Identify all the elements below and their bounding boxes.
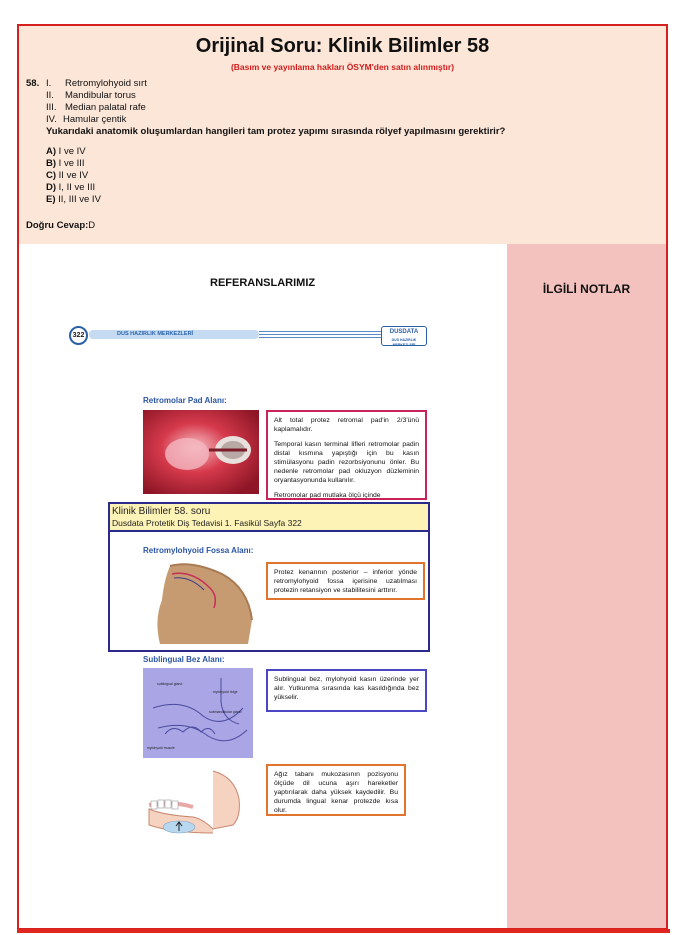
option-a[interactable]: A) I ve IV [46, 146, 86, 157]
callout-source-ref: Dusdata Protetik Diş Tedavisi 1. Fasikül Sayfa 322 [112, 518, 302, 528]
option-b[interactable]: B) I ve III [46, 158, 85, 169]
figure-label: sublingual gland [157, 682, 183, 686]
notes-panel [507, 244, 666, 928]
book-page-header [69, 326, 424, 347]
notes-title: İLGİLİ NOTLAR [542, 282, 631, 296]
copyright-note: (Basım ve yayınlama hakları ÖSYM'den satın alınmıştır) [230, 62, 455, 72]
page-frame [17, 24, 668, 930]
figure-label: mylohyoid muscle [147, 746, 175, 750]
item-text-3: Median palatal rafe [65, 102, 146, 113]
section-heading-retromylohyoid: Retromylohyoid Fossa Alanı: [143, 546, 254, 555]
page-title: Orijinal Soru: Klinik Bilimler 58 [195, 35, 490, 57]
question-number: 58. [26, 78, 40, 89]
item-num-1: I. [46, 78, 52, 89]
sublingual-figure [143, 668, 253, 758]
retromylohyoid-photo [152, 560, 256, 644]
option-e[interactable]: E) II, III ve IV [46, 194, 101, 205]
book-banner: DUS HAZIRLIK MERKEZLERİ [89, 330, 259, 339]
page-number-badge: 322 [69, 326, 88, 345]
retromylohyoid-textbox: Protez kenarının posterior – inferior yönde retromylohyoid fossa içerisine uzatılması protezin retansiyon ve stabilitesini arttırır. [266, 562, 425, 600]
item-num-2: II. [46, 90, 54, 101]
item-num-3: III. [46, 102, 57, 113]
callout-header [110, 504, 428, 532]
option-c[interactable]: C) II ve IV [46, 170, 89, 181]
banner-line [259, 337, 384, 338]
callout-question-ref: Klinik Bilimler 58. soru [112, 506, 211, 517]
item-num-4: IV. [46, 114, 57, 125]
sublingual-textbox: Sublingual bez, mylohyoid kasın üzerinde yer alır. Yutkunma sırasında kas kasıldığında bez yükselir. [266, 669, 427, 712]
section-heading-retromolar: Retromolar Pad Alanı: [143, 396, 227, 405]
figure-label: submandibular gland [209, 710, 242, 714]
figure-label: mylohyoid ridge [213, 690, 238, 694]
item-text-1: Retromylohyoid sırt [65, 78, 147, 89]
banner-line [259, 331, 384, 332]
item-text-4: Hamular çentik [63, 114, 127, 125]
item-text-2: Mandibular torus [65, 90, 136, 101]
retromolar-photo [143, 410, 259, 494]
references-panel [19, 244, 507, 928]
option-d[interactable]: D) I, II ve III [46, 182, 96, 193]
references-title: REFERANSLARIMIZ [210, 277, 316, 289]
banner-line [259, 334, 384, 335]
question-panel [19, 26, 666, 244]
bottom-border [17, 929, 670, 933]
retromolar-textbox: Alt total protez retromal pad'in 2/3'ünü kaplamalıdır. Temporal kasın terminal lifleri retromolar padin distal kısmına yapıştığı için bu kasın stimülasyonu padin rezorbsiyonunu önler. Bu nedenle retromolar pad okluzyon düzleminin oryantasyonunda kullanılır. Retromolar pad mutlaka ölçü içinde [266, 410, 427, 500]
reference-callout [108, 502, 430, 652]
dusdata-logo: DUSDATA DUS HAZIRLIK MERKEZLERİ [381, 326, 427, 346]
floor-of-mouth-figure [143, 769, 253, 837]
section-heading-sublingual: Sublingual Bez Alanı: [143, 655, 225, 664]
floor-of-mouth-textbox: Ağız tabanı mukozasının pozisyonu ölçüde dil ucuna aşırı hareketler yaptırılarak daha yüksek kaydedilir. Bu durumda lingual kenar protezde kısa olur. [266, 764, 406, 816]
correct-answer: Doğru Cevap:D [26, 220, 96, 231]
question-stem: Yukarıdaki anatomik oluşumlardan hangileri tam protez yapımı sırasında rölyef yapılmasını gerektirir? [46, 126, 506, 137]
